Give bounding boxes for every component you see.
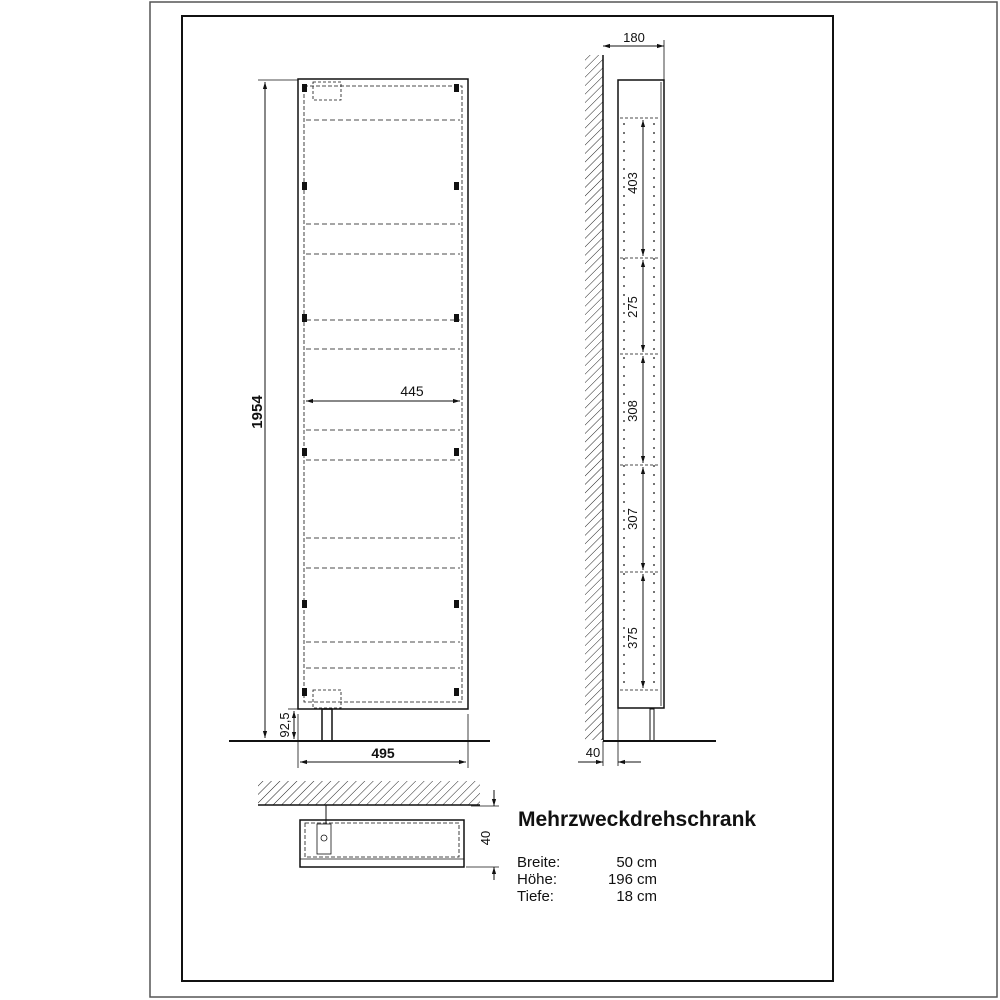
spec-label: Breite: [517, 854, 561, 871]
height-dim-label: 1954 [249, 395, 266, 429]
peg-hole-dot [623, 681, 625, 683]
peg-hole-dot [653, 258, 655, 260]
front-view [229, 79, 490, 768]
peg-hole-dot [623, 537, 625, 539]
peg-hole-dot [623, 339, 625, 341]
peg-hole-dot [623, 654, 625, 656]
peg-hole-dot [653, 627, 655, 629]
peg-hole-dot [653, 267, 655, 269]
top-wall-hatching [258, 781, 480, 805]
peg-hole-dot [623, 384, 625, 386]
hinge-mark [302, 314, 307, 322]
peg-hole-dot [653, 276, 655, 278]
peg-hole-dot [623, 276, 625, 278]
top-pivot-point [321, 835, 327, 841]
peg-hole-dot [623, 663, 625, 665]
peg-hole-dot [623, 123, 625, 125]
peg-hole-dot [653, 285, 655, 287]
peg-hole-dot [653, 159, 655, 161]
spec-value: 50 [616, 854, 633, 871]
peg-hole-dot [653, 654, 655, 656]
peg-hole-dot [653, 618, 655, 620]
spec-unit: cm [637, 854, 657, 871]
wall-hatching [585, 55, 603, 740]
peg-hole-dot [653, 663, 655, 665]
spacing-label-4: 307 [625, 508, 640, 530]
hinge-mark [302, 182, 307, 190]
width-dim-label: 495 [371, 745, 395, 761]
peg-hole-dot [623, 393, 625, 395]
hinge-mark [302, 688, 307, 696]
peg-hole-dot [623, 258, 625, 260]
hinge-mark [454, 84, 459, 92]
peg-hole-dot [623, 438, 625, 440]
peg-hole-dot [653, 195, 655, 197]
hinge-mark [454, 688, 459, 696]
peg-hole-dot [623, 249, 625, 251]
spacing-label-3: 308 [625, 400, 640, 422]
peg-hole-dot [623, 447, 625, 449]
spacing-label-2: 275 [625, 296, 640, 318]
spacing-label-1: 403 [625, 172, 640, 194]
peg-hole-dot [623, 348, 625, 350]
peg-hole-dot [653, 132, 655, 134]
peg-hole-dot [653, 465, 655, 467]
bottom-fitting [313, 690, 341, 708]
peg-hole-dot [653, 123, 655, 125]
title-block [517, 808, 756, 905]
peg-hole-dot [623, 375, 625, 377]
peg-hole-dot [653, 564, 655, 566]
peg-hole-dot [623, 474, 625, 476]
peg-hole-dot [623, 573, 625, 575]
peg-hole-dot [653, 384, 655, 386]
peg-hole-dot [623, 492, 625, 494]
hinge-mark [454, 314, 459, 322]
peg-hole-dot [623, 240, 625, 242]
peg-hole-dot [623, 591, 625, 593]
depth-dim-label: 180 [623, 30, 645, 45]
spec-label: Höhe: [517, 871, 558, 888]
peg-hole-dot [653, 339, 655, 341]
peg-hole-dot [653, 681, 655, 683]
peg-hole-dot [653, 321, 655, 323]
peg-hole-dot [653, 537, 655, 539]
peg-hole-dot [623, 222, 625, 224]
peg-hole-dot [653, 168, 655, 170]
peg-hole-dot [623, 168, 625, 170]
front-foot [322, 709, 332, 741]
peg-hole-dot [623, 600, 625, 602]
peg-hole-dot [653, 411, 655, 413]
peg-hole-dot [653, 546, 655, 548]
peg-hole-dot [653, 456, 655, 458]
peg-hole-dot [623, 213, 625, 215]
peg-hole-dot [653, 393, 655, 395]
hinge-mark [302, 600, 307, 608]
peg-hole-dot [623, 564, 625, 566]
peg-hole-dot [653, 420, 655, 422]
peg-hole-dot [623, 294, 625, 296]
top-view [258, 781, 499, 880]
peg-hole-dot [623, 150, 625, 152]
front-hinges [302, 84, 459, 696]
top-depth-dim-label: 40 [478, 830, 493, 846]
spec-unit: cm [637, 888, 657, 905]
peg-hole-dot [653, 483, 655, 485]
peg-hole-dot [653, 222, 655, 224]
peg-hole-dot [623, 546, 625, 548]
peg-hole-dot [653, 501, 655, 503]
peg-hole-dot [623, 555, 625, 557]
front-inner-outline [304, 86, 462, 702]
peg-hole-dot [653, 447, 655, 449]
peg-hole-dot [623, 195, 625, 197]
peg-hole-dot [653, 312, 655, 314]
hinge-mark [302, 448, 307, 456]
peg-hole-dot [623, 582, 625, 584]
hinge-mark [454, 600, 459, 608]
hinge-mark [302, 84, 307, 92]
peg-hole-dot [623, 483, 625, 485]
peg-hole-dot [653, 231, 655, 233]
peg-hole-dot [653, 429, 655, 431]
peg-hole-dot [653, 186, 655, 188]
spacing-label-5: 375 [625, 627, 640, 649]
peg-hole-dot [653, 555, 655, 557]
peg-hole-dot [623, 204, 625, 206]
peg-hole-dot [623, 159, 625, 161]
peg-hole-dot [653, 438, 655, 440]
foot-dim-label: 92,5 [277, 712, 292, 738]
peg-hole-dot [653, 609, 655, 611]
peg-hole-dot [653, 573, 655, 575]
peg-hole-dot [623, 285, 625, 287]
peg-hole-dot [653, 492, 655, 494]
peg-hole-dot [623, 501, 625, 503]
peg-hole-dot [653, 672, 655, 674]
spec-row-width [517, 854, 756, 871]
peg-hole-dot [623, 609, 625, 611]
peg-hole-dot [623, 456, 625, 458]
peg-hole-dot [653, 150, 655, 152]
peg-hole-dot [653, 330, 655, 332]
peg-hole-dot [653, 474, 655, 476]
peg-hole-dot [653, 249, 655, 251]
peg-hole-dot [623, 267, 625, 269]
peg-hole-dot [653, 177, 655, 179]
peg-hole-dot [653, 294, 655, 296]
peg-hole-dot [653, 303, 655, 305]
peg-hole-dot [653, 402, 655, 404]
peg-hole-dot [653, 348, 655, 350]
top-fitting [313, 82, 341, 100]
peg-hole-dot [653, 240, 655, 242]
side-foot [650, 709, 654, 741]
peg-hole-dot [653, 636, 655, 638]
peg-hole-dot [623, 465, 625, 467]
peg-hole-dot [653, 591, 655, 593]
drawing-title: Mehrzweckdrehschrank [518, 808, 757, 831]
peg-hole-dot [653, 510, 655, 512]
peg-hole-dot [623, 618, 625, 620]
peg-hole-dot [653, 582, 655, 584]
peg-hole-dot [653, 141, 655, 143]
side-foot-dim-label: 40 [585, 745, 601, 760]
spec-label: Tiefe: [517, 888, 554, 905]
spec-value: 18 [616, 888, 633, 905]
top-inner-outline [305, 823, 459, 857]
inner-width-dim-label: 445 [400, 383, 424, 399]
peg-hole-dot [653, 645, 655, 647]
peg-hole-dot [623, 429, 625, 431]
top-pivot [317, 824, 331, 854]
front-cabinet-body [298, 79, 468, 709]
peg-hole-dot [653, 366, 655, 368]
side-view [578, 30, 716, 766]
front-shelves [306, 120, 460, 668]
top-cabinet-body [300, 820, 464, 867]
spec-unit: cm [637, 871, 657, 888]
spec-row-depth [517, 888, 756, 905]
peg-hole-dot [653, 519, 655, 521]
peg-hole-dot [623, 132, 625, 134]
peg-hole-dot [623, 321, 625, 323]
peg-hole-dot [653, 528, 655, 530]
peg-hole-dot [653, 357, 655, 359]
peg-hole-dot [623, 366, 625, 368]
peg-hole-dot [623, 357, 625, 359]
peg-hole-dot [653, 600, 655, 602]
peg-hole-dot [653, 375, 655, 377]
peg-hole-dot [623, 672, 625, 674]
peg-hole-dot [623, 141, 625, 143]
peg-hole-dot [653, 204, 655, 206]
peg-hole-dot [623, 231, 625, 233]
spec-value: 196 [607, 871, 633, 888]
peg-hole-dot [623, 330, 625, 332]
hinge-mark [454, 448, 459, 456]
hinge-mark [454, 182, 459, 190]
spec-row-height [517, 871, 756, 888]
peg-hole-dot [653, 213, 655, 215]
